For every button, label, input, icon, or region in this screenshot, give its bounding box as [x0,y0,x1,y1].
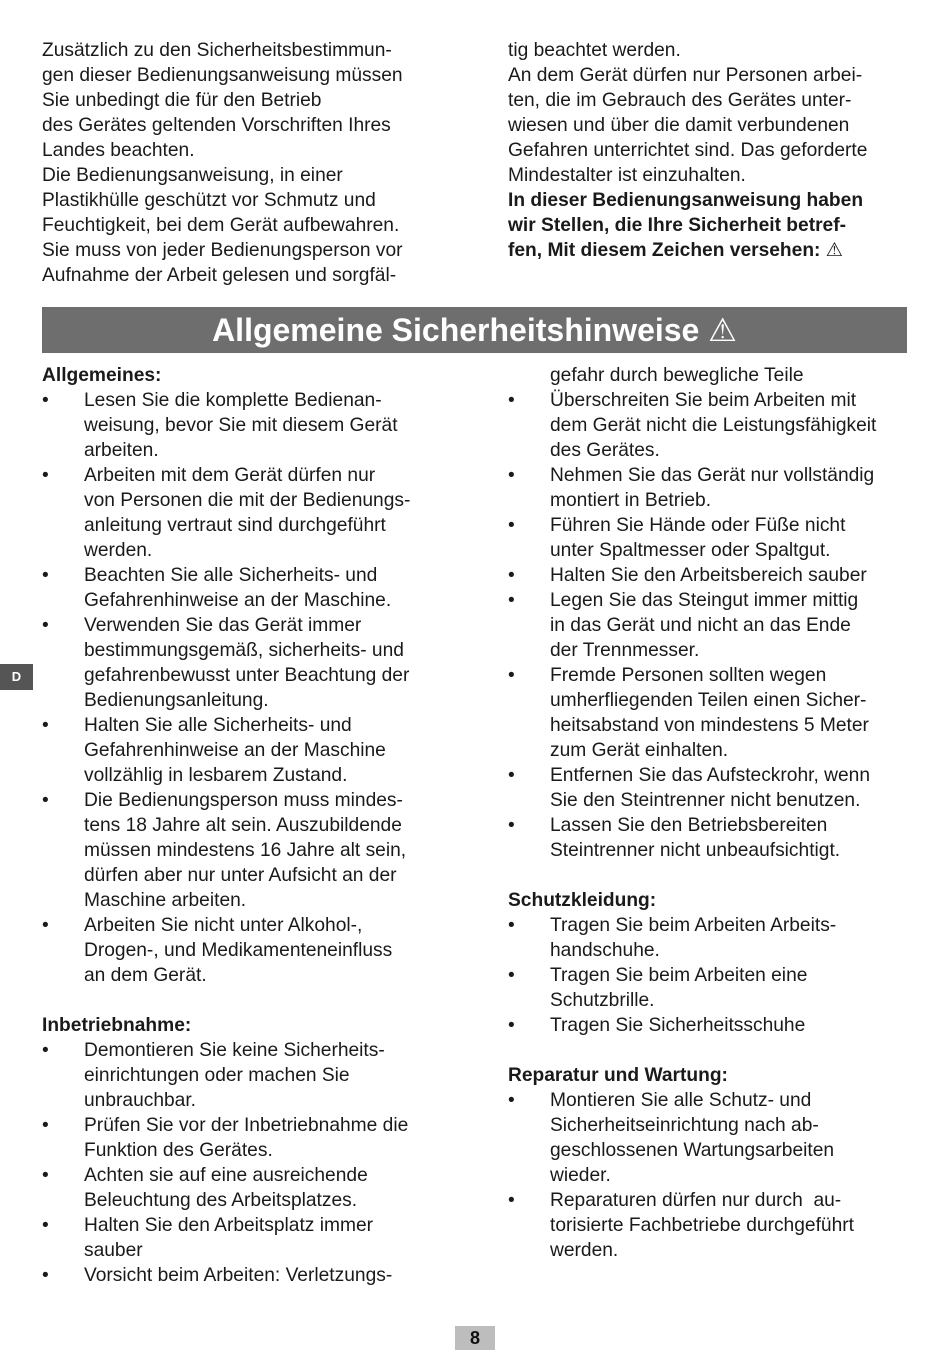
intro-text-line: Die Bedienungsanweisung, in einer [42,165,343,186]
intro-text-line: An dem Gerät dürfen nur Personen arbei- [508,65,863,86]
list-item-line: dürfen aber nur unter Aufsicht an der [84,865,397,886]
list-item [508,1188,908,1263]
list-item [508,1088,908,1188]
list-item [42,613,462,713]
intro-text-line: gen dieser Bedienungsanweisung müssen [42,65,403,86]
list-item-line: Funktion des Gerätes. [84,1140,273,1161]
intro-bold-line: fen, Mit diesem Zeichen versehen: ⚠ [508,240,843,261]
bullet-marker: • [508,1190,515,1211]
list-item-line: Überschreiten Sie beim Arbeiten mit [550,390,857,411]
list-item-line: Arbeiten mit dem Gerät dürfen nur [84,465,376,486]
list-item-line: handschuhe. [550,940,660,961]
bullet-marker: • [42,465,49,486]
section-heading: Schutzkleidung: [508,890,657,911]
list-item-line: weisung, bevor Sie mit diesem Gerät [84,415,398,436]
intro-text-line: Aufnahme der Arbeit gelesen und sorgfäl- [42,265,397,286]
list-item [508,513,908,563]
bullet-marker: • [42,790,49,811]
bullet-marker: • [508,815,515,836]
list-item-line: arbeiten. [84,440,159,461]
section-banner-title: Allgemeine Sicherheitshinweise ⚠ [42,307,907,353]
list-item-line: Verwenden Sie das Gerät immer [84,615,362,636]
list-item-line: Gefahrenhinweise an der Maschine [84,740,386,761]
bullet-marker: • [42,915,49,936]
list-item-line: an dem Gerät. [84,965,207,986]
list-item-line: Tragen Sie beim Arbeiten Arbeits- [550,915,837,936]
list-item-line: Prüfen Sie vor der Inbetriebnahme die [84,1115,409,1136]
bullet-marker: • [508,765,515,786]
bullet-marker: • [508,390,515,411]
list-item [42,1038,462,1113]
list-item [42,463,462,563]
list-item [42,1263,462,1288]
list-item-line: Halten Sie den Arbeitsplatz immer [84,1215,374,1236]
bullet-marker: • [508,1090,515,1111]
list-item-line: Arbeiten Sie nicht unter Alkohol-, [84,915,363,936]
list-item [508,763,908,813]
section-spacer [42,988,462,1013]
intro-text-line: Sie unbedingt die für den Betrieb [42,90,322,111]
list-item-line: Nehmen Sie das Gerät nur vollständig [550,465,875,486]
section-heading: Inbetriebnahme: [42,1015,192,1036]
list-item [42,563,462,613]
intro-text-line: ten, die im Gebrauch des Gerätes unter- [508,90,852,111]
list-item-line: Lassen Sie den Betriebsbereiten [550,815,828,836]
list-item-line: Halten Sie den Arbeitsbereich sauber [550,565,867,586]
bullet-marker: • [42,1265,49,1286]
bullet-marker: • [42,1165,49,1186]
list-item-line: Tragen Sie beim Arbeiten eine [550,965,808,986]
intro-left-column [42,38,462,288]
page-number: 8 [455,1326,495,1350]
list-item-line: montiert in Betrieb. [550,490,712,511]
list-item [508,913,908,963]
list-item-line: der Trennmesser. [550,640,700,661]
list-item-line: Führen Sie Hände oder Füße nicht [550,515,846,536]
list-item [508,563,908,588]
body-right-column [508,363,908,1263]
intro-bold-line: wir Stellen, die Ihre Sicherheit betref- [508,215,847,236]
intro-right-column [508,38,908,263]
intro-text-line: Plastikhülle geschützt vor Schmutz und [42,190,376,211]
list-item-line: Vorsicht beim Arbeiten: Verletzungs- [84,1265,393,1286]
intro-bold-line: In dieser Bedienungsanweisung haben [508,190,864,211]
list-item-line: Legen Sie das Steingut immer mittig [550,590,859,611]
list-item [508,663,908,763]
list-item-line: Halten Sie alle Sicherheits- und [84,715,352,736]
list-item-line: des Gerätes. [550,440,660,461]
list-item-line: Schutzbrille. [550,990,655,1011]
list-item [508,813,908,863]
section-heading: Reparatur und Wartung: [508,1065,728,1086]
bullet-marker: • [508,515,515,536]
intro-text-line: wiesen und über die damit verbundenen [508,115,850,136]
list-item-line: torisierte Fachbetriebe durchgeführt [550,1215,854,1236]
list-item-line: Montieren Sie alle Schutz- und [550,1090,812,1111]
section-heading: Allgemeines: [42,365,162,386]
intro-text-line: Zusätzlich zu den Sicherheitsbestimmun- [42,40,392,61]
list-item-line: Sicherheitseinrichtung nach ab- [550,1115,819,1136]
list-item-line: tens 18 Jahre alt sein. Auszubildende [84,815,402,836]
section-spacer [508,863,908,888]
bullet-marker: • [42,1115,49,1136]
list-item [42,713,462,788]
list-item [42,788,462,913]
bullet-marker: • [508,1015,515,1036]
list-item-line: zum Gerät einhalten. [550,740,729,761]
bullet-marker: • [508,915,515,936]
list-item-line: wieder. [550,1165,611,1186]
list-item-line: werden. [550,1240,619,1261]
bullet-marker: • [42,1215,49,1236]
list-item-line: Achten sie auf eine ausreichende [84,1165,368,1186]
bullet-marker: • [508,590,515,611]
list-item-line: müssen mindestens 16 Jahre alt sein, [84,840,407,861]
bullet-marker: • [508,565,515,586]
list-item-line: einrichtungen oder machen Sie [84,1065,350,1086]
bullet-marker: • [508,465,515,486]
list-item-line: Fremde Personen sollten wegen [550,665,827,686]
list-item-line: Gefahrenhinweise an der Maschine. [84,590,392,611]
list-item [42,388,462,463]
bullet-marker: • [42,1040,49,1061]
list-item-line: Steintrenner nicht unbeaufsichtigt. [550,840,841,861]
list-item-line: heitsabstand von mindestens 5 Meter [550,715,869,736]
list-item-line: bestimmungsgemäß, sicherheits- und [84,640,404,661]
list-item [508,1013,908,1038]
bullet-marker: • [42,565,49,586]
list-item-line: werden. [84,540,153,561]
list-item [508,963,908,1013]
list-item-line: Tragen Sie Sicherheitsschuhe [550,1015,806,1036]
list-item-line: Beleuchtung des Arbeitsplatzes. [84,1190,358,1211]
list-item [508,463,908,513]
list-item-line: Die Bedienungsperson muss mindes- [84,790,403,811]
list-item-line: geschlossenen Wartungsarbeiten [550,1140,835,1161]
intro-text-line: Mindestalter ist einzuhalten. [508,165,746,186]
section-spacer [508,1038,908,1063]
list-item-line: Lesen Sie die komplette Bedienan- [84,390,382,411]
bullet-marker: • [508,965,515,986]
list-item-line: vollzählig in lesbarem Zustand. [84,765,348,786]
intro-text-line: des Gerätes geltenden Vorschriften Ihres [42,115,391,136]
list-item-line: in das Gerät und nicht an das Ende [550,615,851,636]
list-item-line: Reparaturen dürfen nur durch au- [550,1190,842,1211]
intro-text-line: Gefahren unterrichtet sind. Das geforderte [508,140,868,161]
bullet-marker: • [42,615,49,636]
list-item-line: anleitung vertraut sind durchgeführt [84,515,386,536]
list-item [508,388,908,463]
list-item-line: unbrauchbar. [84,1090,197,1111]
list-item-line: Entfernen Sie das Aufsteckrohr, wenn [550,765,870,786]
list-item [42,1163,462,1213]
list-item-line: dem Gerät nicht die Leistungsfähigkeit [550,415,877,436]
list-item [42,1113,462,1163]
list-item-continuation: gefahr durch bewegliche Teile [550,365,804,386]
list-item-line: gefahrenbewusst unter Beachtung der [84,665,410,686]
list-item-line: umherfliegenden Teilen einen Sicher- [550,690,867,711]
bullet-marker: • [508,665,515,686]
list-item [42,913,462,988]
intro-text-line: Feuchtigkeit, bei dem Gerät aufbewahren. [42,215,400,236]
list-item-line: sauber [84,1240,143,1261]
intro-text-line: Sie muss von jeder Bedienungsperson vor [42,240,403,261]
intro-text-line: Landes beachten. [42,140,195,161]
list-item-line: Maschine arbeiten. [84,890,247,911]
intro-text-line: tig beachtet werden. [508,40,681,61]
list-item [42,1213,462,1263]
bullet-marker: • [42,715,49,736]
list-item [508,588,908,663]
list-item-line: von Personen die mit der Bedienungs- [84,490,411,511]
list-item-line: Sie den Steintrenner nicht benutzen. [550,790,861,811]
list-item-line: Bedienungsanleitung. [84,690,269,711]
list-item-line: Drogen-, und Medikamenteneinfluss [84,940,393,961]
list-item-line: Beachten Sie alle Sicherheits- und [84,565,378,586]
bullet-marker: • [42,390,49,411]
language-tab: D [0,664,33,690]
list-item-line: unter Spaltmesser oder Spaltgut. [550,540,831,561]
body-left-column [42,363,462,1288]
list-item-line: Demontieren Sie keine Sicherheits- [84,1040,385,1061]
